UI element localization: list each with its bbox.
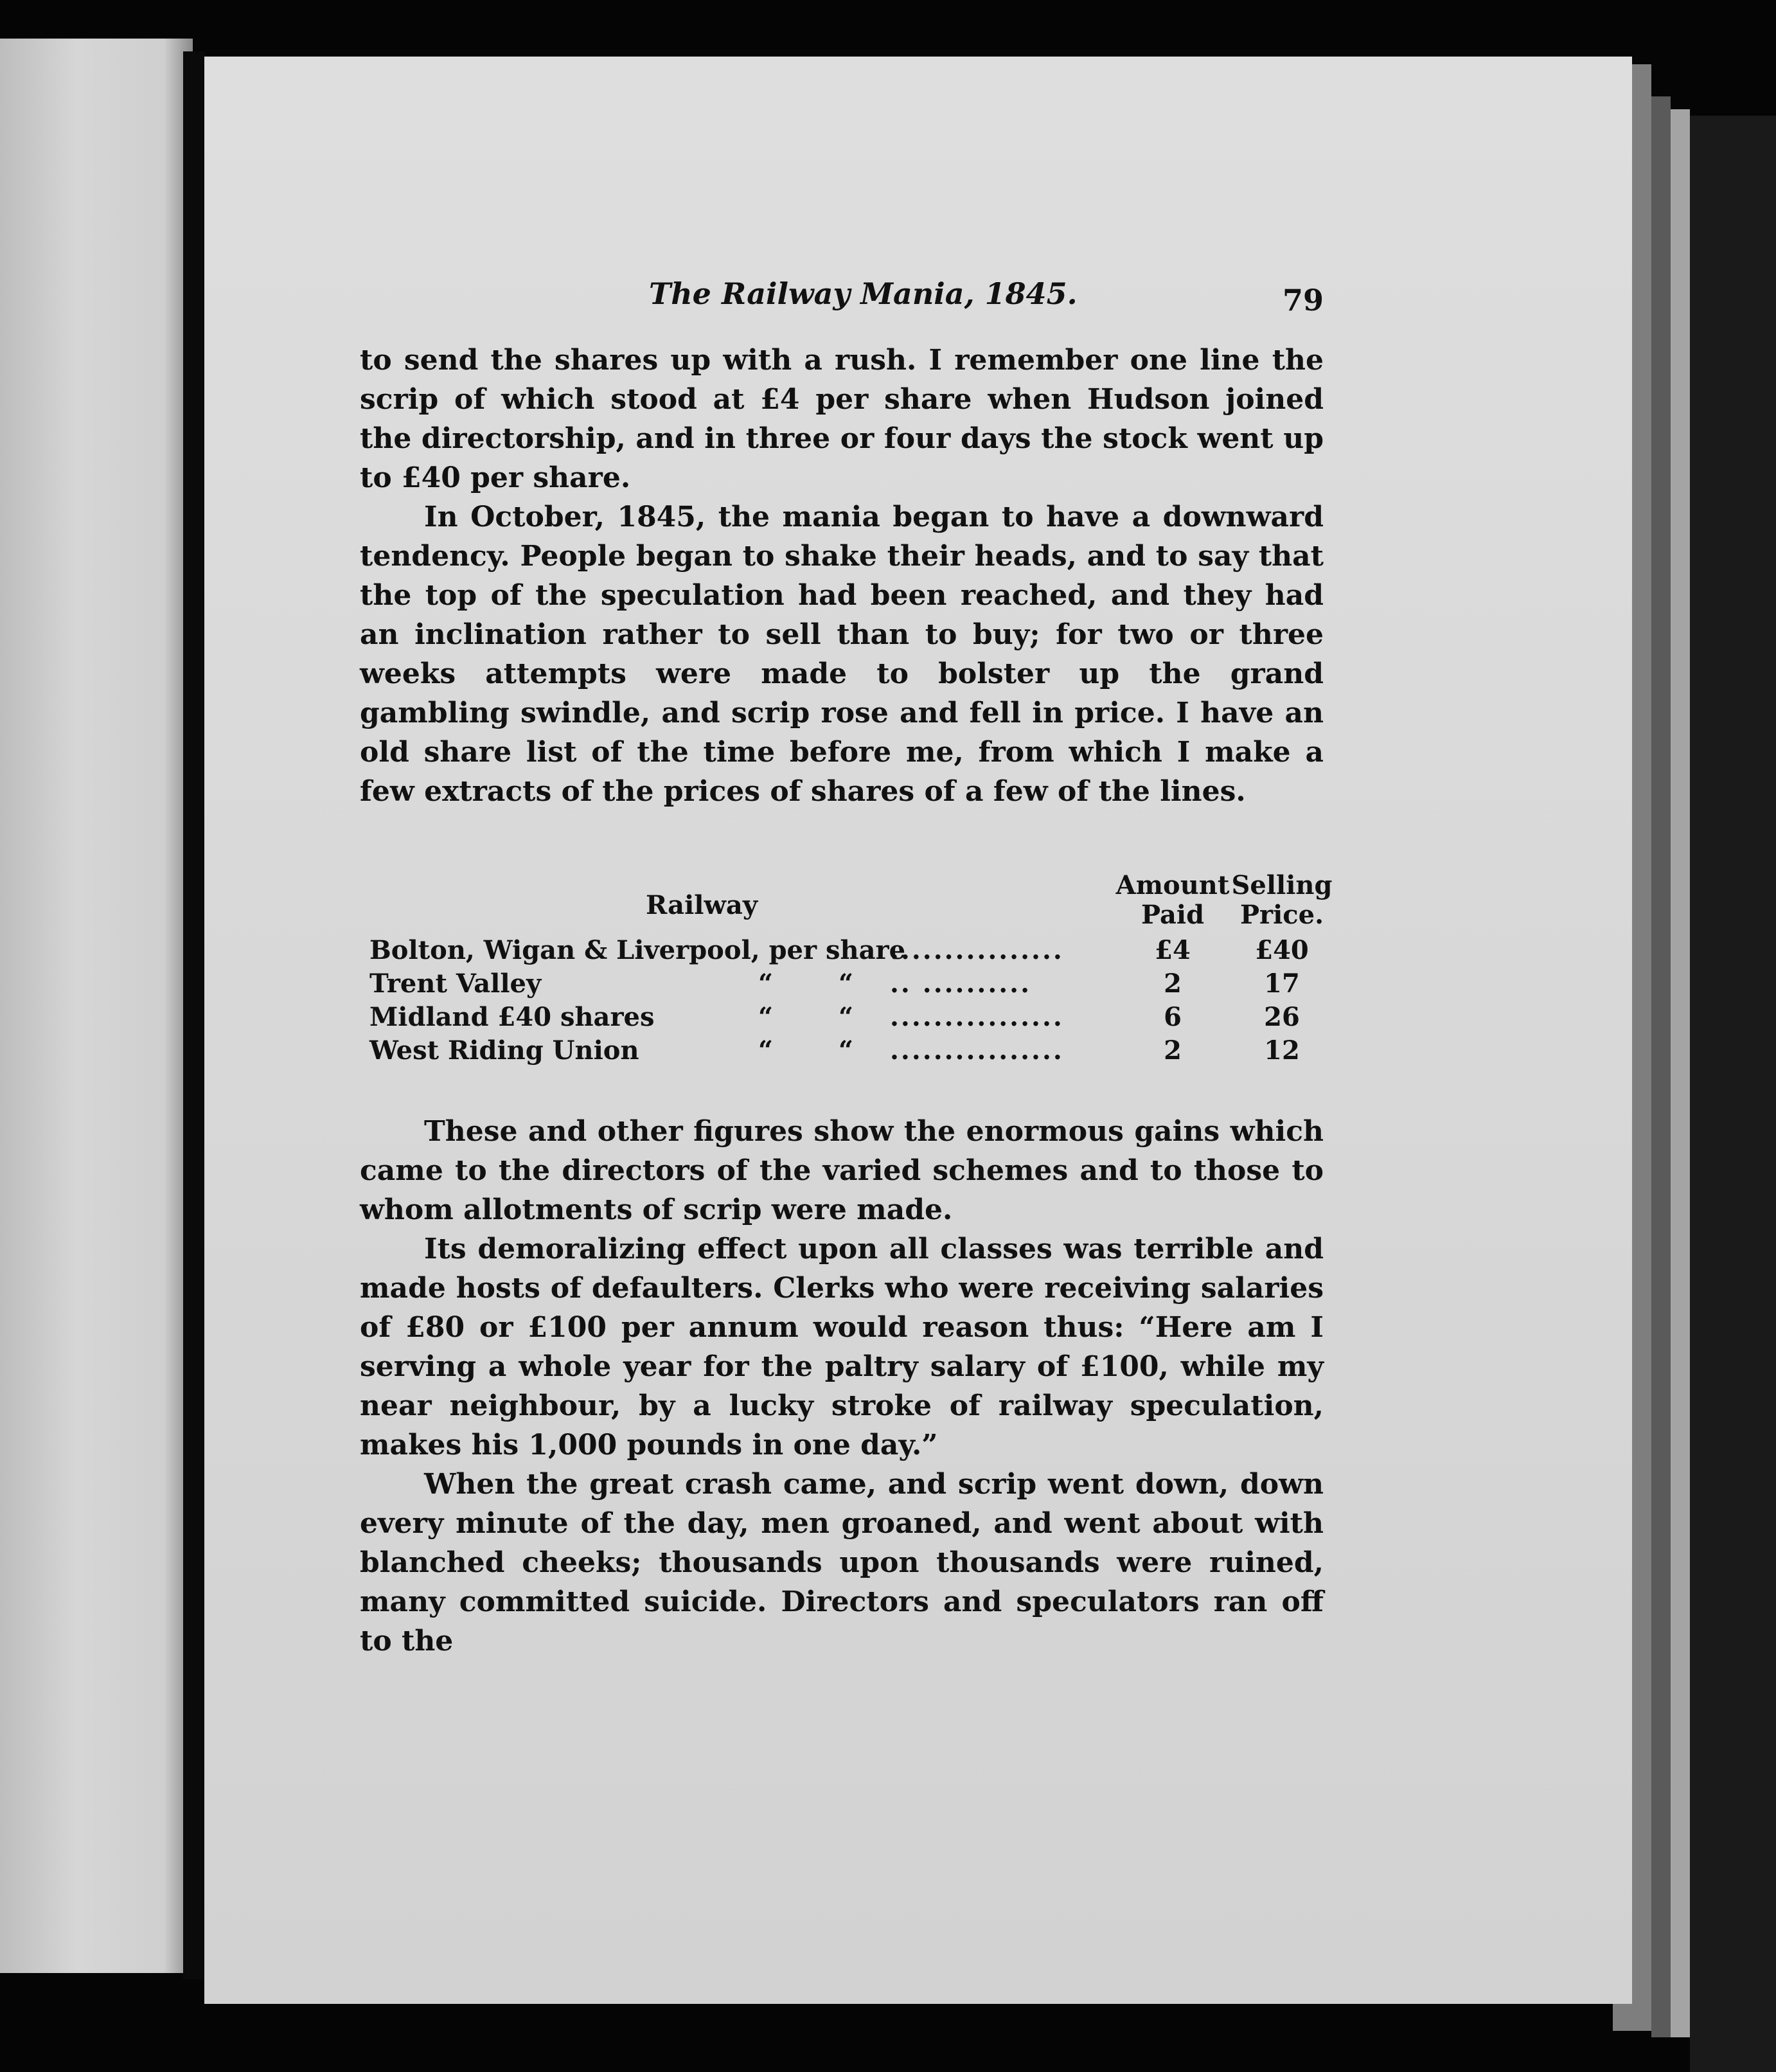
paragraph: to send the shares up with a rush. I remember one line the scrip of which stood at £4 per share when Hudson joined the directorship, and in three or four days the stock went up to £40 per share. bbox=[360, 344, 1324, 494]
paragraph: These and other figures show the enormous gains which came to the directors of the varied schemes and to those to whom allotments of scrip were made. bbox=[360, 1115, 1324, 1226]
share-price-table bbox=[369, 871, 1340, 1076]
paragraph: Its demoralizing effect upon all classes was terrible and made hosts of defaulters. Clerks who were receiving salaries of £80 or £100 per annum would reason thus: “Here am I serving a whole year for the paltry salary of £100, while my near neighbour, by a lucky stroke of railway speculation, makes his 1,000 pounds in one day.” bbox=[360, 1233, 1324, 1461]
ditto-mark: “ bbox=[839, 1002, 854, 1032]
amount-paid: 2 bbox=[1164, 969, 1182, 999]
ditto-mark: “ bbox=[758, 1002, 774, 1032]
selling-price: £40 bbox=[1255, 935, 1309, 965]
leader-dots: .. .......... bbox=[890, 969, 1032, 999]
book-binding bbox=[183, 51, 205, 1979]
page-header bbox=[360, 276, 1324, 328]
book-cover-edge bbox=[1690, 116, 1776, 2072]
ditto-mark: “ bbox=[839, 969, 854, 999]
paragraph: When the great crash came, and scrip went down, down every minute of the day, men groaned, and went about with blanched cheeks; thousands upon thousands were ruined, many committed suicide. Directors and speculators ran off to the bbox=[360, 1468, 1324, 1657]
page-number: 79 bbox=[1282, 283, 1324, 317]
column-header-amount-paid: Amount Paid bbox=[1115, 870, 1230, 930]
amount-paid: £4 bbox=[1155, 935, 1191, 965]
railway-name: West Riding Union bbox=[369, 1035, 639, 1066]
railway-name: Trent Valley bbox=[369, 969, 542, 999]
paragraph: In October, 1845, the mania began to have a downward tendency. People began to shake their heads, and to say that the top of the speculation had been reached, and they had an inclination rather to sell than to buy; for two or three weeks attempts were made to bolster up the grand gambling swindle, and scrip rose and fell in price. I have an old share list of the time before me, from which I make a few extracts of the prices of shares of a few of the lines. bbox=[360, 501, 1324, 808]
page-edges-outer bbox=[1671, 109, 1690, 2037]
leader-dots: ................ bbox=[890, 1035, 1064, 1066]
column-header-railway: Railway bbox=[646, 890, 758, 920]
ditto-mark: “ bbox=[758, 969, 774, 999]
column-header-selling-price: Selling Price. bbox=[1231, 870, 1333, 930]
ditto-mark: “ bbox=[839, 1035, 854, 1066]
ditto-mark: “ bbox=[758, 1035, 774, 1066]
railway-name: Midland £40 shares bbox=[369, 1002, 655, 1032]
selling-price: 26 bbox=[1264, 1002, 1300, 1032]
leader-dots: ................ bbox=[890, 935, 1064, 965]
table-row bbox=[369, 1035, 1353, 1069]
page-edges-shadow bbox=[1651, 96, 1671, 2037]
amount-paid: 2 bbox=[1164, 1035, 1182, 1066]
body-text-bottom bbox=[360, 1112, 1324, 1661]
selling-price: 17 bbox=[1264, 969, 1300, 999]
amount-paid: 6 bbox=[1164, 1002, 1182, 1032]
leader-dots: ................ bbox=[890, 1002, 1064, 1032]
table-row bbox=[369, 1002, 1353, 1035]
selling-price: 12 bbox=[1264, 1035, 1300, 1066]
table-row bbox=[369, 935, 1353, 969]
railway-name: Bolton, Wigan & Liverpool, per share bbox=[369, 935, 906, 965]
running-title: The Railway Mania, 1845. bbox=[649, 276, 1078, 311]
facing-page-left bbox=[0, 39, 193, 1973]
body-text-top bbox=[360, 341, 1324, 811]
table-row bbox=[369, 969, 1353, 1002]
